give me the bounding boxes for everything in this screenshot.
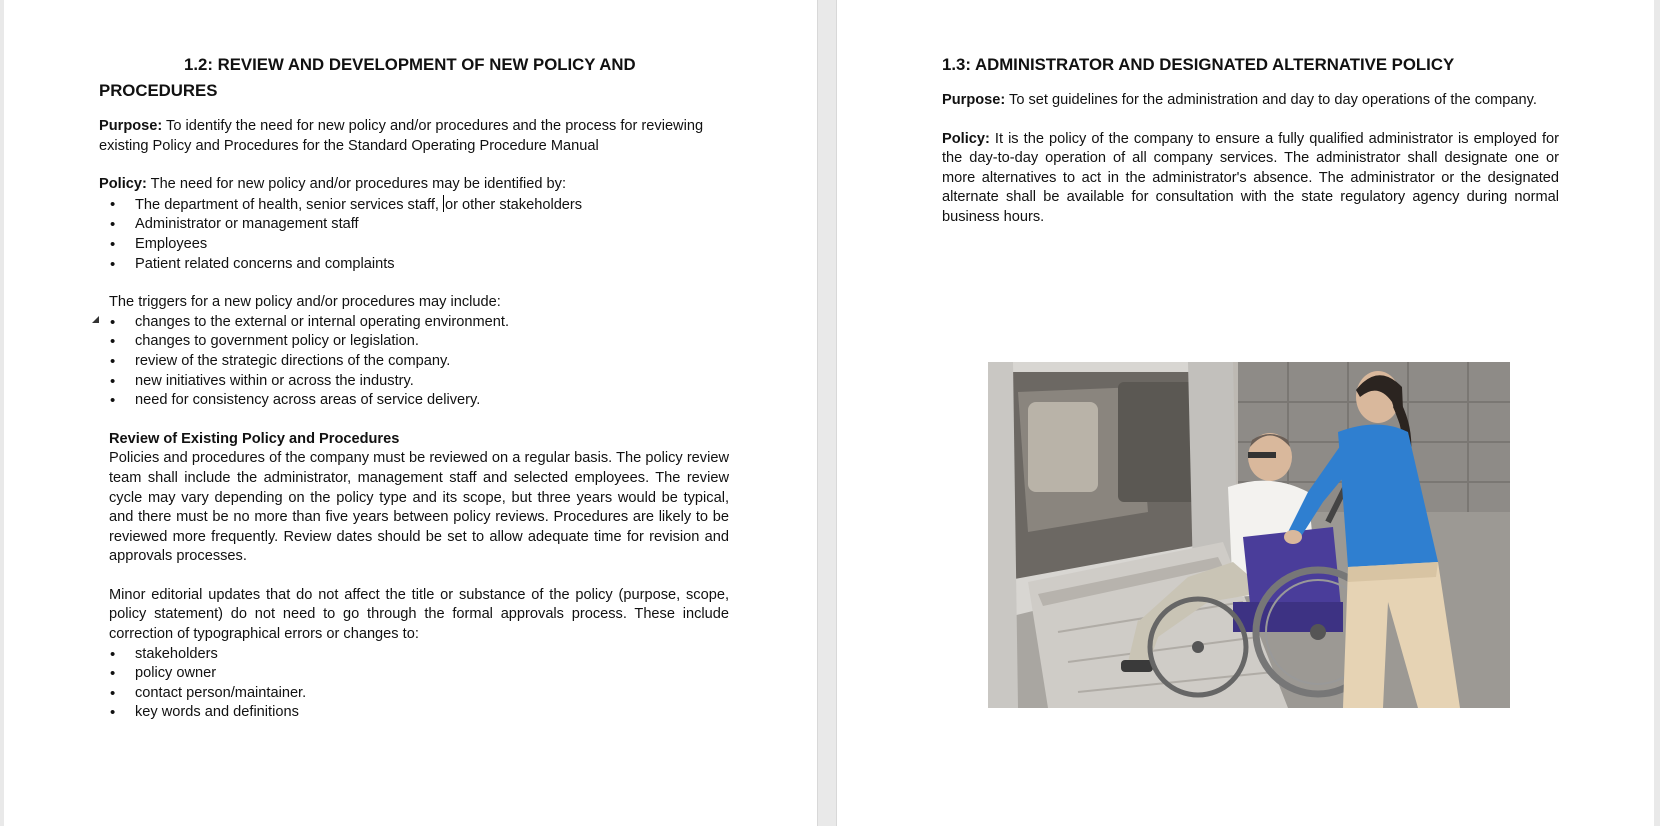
triggers-list [99,313,729,411]
list-item[interactable]: • Employees [99,235,729,255]
minor-updates-paragraph[interactable]: Minor editorial updates that do not affect the title or substance of the policy (purpose, scope, policy statement) do not need to go through the formal approvals process. These include correction of typographical errors or changes to: [109,586,729,643]
list-item[interactable]: • need for consistency across areas of service delivery. [99,391,729,411]
purpose-label: Purpose: [942,92,1006,108]
purpose-text: To set guidelines for the administration and day to day operations of the company. [1005,92,1537,108]
list-item[interactable]: • contact person/maintainer. [99,684,729,704]
list-item[interactable]: • key words and definitions [99,703,729,723]
list-item[interactable]: • The department of health, senior services staff, or other stakeholders [99,195,729,216]
document-page-left [4,0,818,826]
section-heading: 1.3: ADMINISTRATOR AND DESIGNATED ALTERNATIVE POLICY [942,55,1455,74]
policy-text: It is the policy of the company to ensure a fully qualified administrator is employed for the day-to-day operation of all company services. The administrator shall designate one or more alternatives to act in the administrator's absence. The administrator or the designated alternate shall be available for consultation with the state regulatory agency during normal business hours. [942,130,1559,225]
policy-label: Policy: [942,130,990,147]
page-content [99,52,729,723]
list-item[interactable]: • new initiatives within or across the industry. [99,372,729,392]
section-heading: 1.2: REVIEW AND DEVELOPMENT OF NEW POLICY AND PROCEDURES [99,55,636,100]
minor-updates-list [99,645,729,723]
purpose-paragraph[interactable] [99,117,729,156]
collapse-triangle-icon[interactable] [92,316,99,323]
page-content [942,52,1559,228]
identified-by-list [99,195,729,274]
text-cursor [443,195,444,212]
review-paragraph[interactable]: Policies and procedures of the company must be reviewed on a regular basis. The policy review team shall include the administrator, management staff and selected employees. The review cycle may vary depending on the policy type and its scope, but three years would be typical, and there must be no more than five years between policy reviews. Procedures are likely to be reviewed more frequently. Review dates should be set to allow adequate time for revision and approvals processes. [109,450,729,565]
list-item[interactable]: • stakeholders [99,645,729,665]
policy-paragraph[interactable] [99,175,729,195]
list-item[interactable]: • changes to government policy or legislation. [99,332,729,352]
policy-text: The need for new policy and/or procedures may be identified by: [146,176,567,193]
purpose-text: To identify the need for new policy and/or procedures and the process for reviewing existing Policy and Procedures for the Standard Operating Procedure Manual [99,118,704,154]
triggers-intro[interactable]: The triggers for a new policy and/or procedures may include: [109,294,501,311]
document-page-right [836,0,1654,826]
policy-paragraph[interactable] [942,130,1559,228]
purpose-label: Purpose: [99,118,163,134]
list-item[interactable]: • review of the strategic directions of the company. [99,352,729,372]
list-item[interactable]: • Patient related concerns and complaints [99,255,729,275]
caregiver-wheelchair-photo[interactable] [988,362,1510,708]
review-heading[interactable]: Review of Existing Policy and Procedures [109,430,400,447]
list-item[interactable]: • changes to the external or internal operating environment. [99,313,729,333]
list-item[interactable]: • Administrator or management staff [99,215,729,235]
policy-label: Policy: [99,176,147,193]
purpose-paragraph[interactable] [942,91,1559,111]
list-item[interactable]: • policy owner [99,664,729,684]
